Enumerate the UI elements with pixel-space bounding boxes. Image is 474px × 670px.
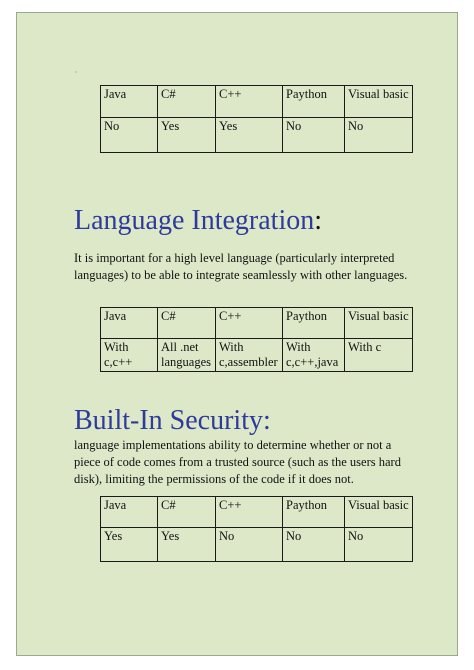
- table-cell: Java: [101, 308, 158, 339]
- table-cell: C#: [158, 308, 216, 339]
- table-cell: No: [216, 528, 283, 562]
- table-cell: No: [345, 118, 413, 153]
- table-cell: Yes: [216, 118, 283, 153]
- table-cell: C++: [216, 497, 283, 528]
- language-integration-paragraph: It is important for a high level language (particularly interpreted languages) to be able to integrate seamlessly with other languages.: [74, 251, 408, 282]
- table-cell: C++: [216, 308, 283, 339]
- table-row: [101, 118, 413, 153]
- table-cell: All .net languages: [158, 339, 216, 372]
- built-in-security-paragraph: language implementations ability to determine whether or not a piece of code comes from a trusted source (such as the users hard disk), limiting the permissions of the code if it does not.: [74, 438, 401, 486]
- table-cell: Visual basic: [345, 308, 413, 339]
- table-cell: Paython: [283, 86, 345, 118]
- table-cell: Paython: [283, 497, 345, 528]
- table-cell: With c,assembler: [216, 339, 283, 372]
- table-cell: No: [283, 118, 345, 153]
- heading-colon: :: [314, 205, 323, 236]
- table-cell: With c: [345, 339, 413, 372]
- table-row: [101, 528, 413, 562]
- table-header-row: [101, 497, 413, 528]
- table-cell: Paython: [283, 308, 345, 339]
- stray-mark: [75, 71, 77, 73]
- language-integration-heading: [74, 205, 322, 237]
- table-cell: C#: [158, 86, 216, 118]
- table-cell: No: [283, 528, 345, 562]
- table-cell: No: [345, 528, 413, 562]
- table-cell: Yes: [158, 118, 216, 153]
- table-cell: With c,c++: [101, 339, 158, 372]
- table-cell: C++: [216, 86, 283, 118]
- table-cell: Yes: [101, 528, 158, 562]
- table-cell: With c,c++,java: [283, 339, 345, 372]
- table-cell: Visual basic: [345, 497, 413, 528]
- table-cell: No: [101, 118, 158, 153]
- table-cell: Java: [101, 497, 158, 528]
- table-cell: Java: [101, 86, 158, 118]
- table-cell: Visual basic: [345, 86, 413, 118]
- heading-text: Language Integration: [74, 205, 315, 236]
- languages-table-2: [100, 307, 413, 372]
- document-page: [16, 12, 458, 656]
- built-in-security-heading: Built-In Security:: [74, 405, 271, 436]
- table-cell: C#: [158, 497, 216, 528]
- languages-table-1: [100, 85, 413, 153]
- languages-table-3: [100, 496, 413, 562]
- table-header-row: [101, 308, 413, 339]
- table-row: [101, 339, 413, 372]
- table-header-row: [101, 86, 413, 118]
- table-cell: Yes: [158, 528, 216, 562]
